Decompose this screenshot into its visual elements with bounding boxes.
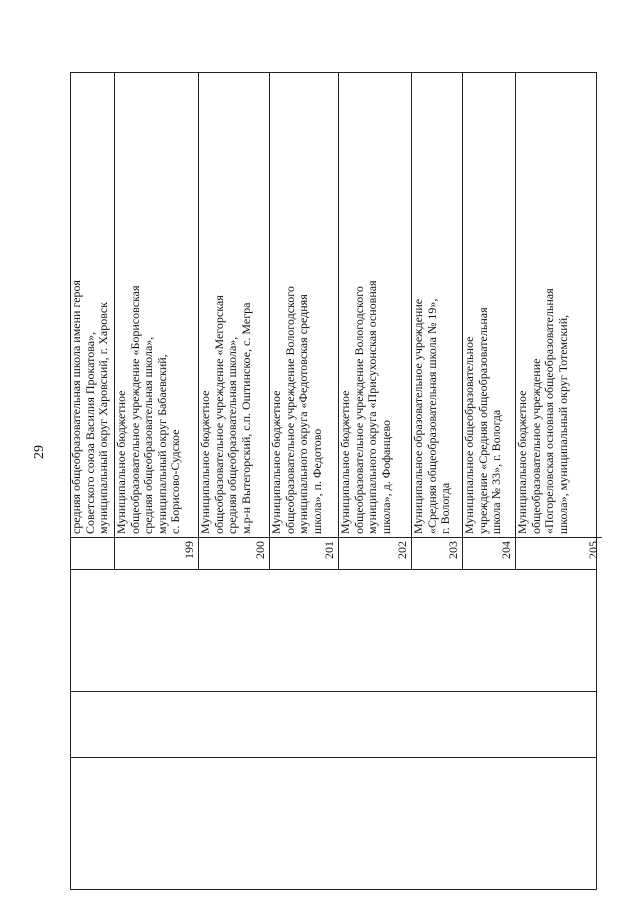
- column-divider: [516, 537, 602, 538]
- table-row: [70, 72, 115, 570]
- text-line: Муниципальное бюджетное: [269, 390, 283, 534]
- text-line: школа», муниципальный округ Тотемский,: [555, 314, 570, 534]
- institution-text: [463, 76, 504, 534]
- text-line: средняя общеобразовательная школа имени героя: [69, 280, 83, 534]
- institution-text: [412, 76, 453, 534]
- text-line: школа № 33», г. Вологда: [489, 409, 503, 534]
- institutions-table: [70, 72, 602, 570]
- row-number: 203: [446, 541, 460, 559]
- text-line: общеобразовательное учреждение: [528, 358, 543, 534]
- institution-text: [115, 76, 183, 534]
- text-line: «Погореловская основная общеобразовательная: [542, 288, 556, 534]
- column-divider: [412, 537, 462, 538]
- text-line: муниципальный округ Харовский, г. Харовск: [96, 302, 110, 534]
- column-divider: [339, 537, 411, 538]
- text-line: Муниципальное образовательное учреждение: [411, 298, 425, 534]
- table-row: [412, 72, 463, 570]
- text-line: учреждение «Средняя общеобразовательная: [475, 307, 490, 534]
- row-number: [70, 538, 114, 570]
- text-line: «Средняя общеобразовательная школа № 19»,: [424, 298, 439, 534]
- text-line: общеобразовательное учреждение «Мегорская: [211, 295, 226, 534]
- text-line: с. Борисово-Судское: [168, 429, 182, 534]
- text-line: Муниципальное бюджетное: [198, 390, 212, 534]
- text-line: м.р-н Вытегорский, с.п. Оштинское, с. Мегра: [238, 302, 253, 534]
- text-line: средняя общеобразовательная школа»,: [141, 336, 155, 534]
- column-divider: [199, 537, 269, 538]
- row-number: 200: [253, 541, 267, 559]
- institution-text: [70, 76, 111, 534]
- row-number: 204: [499, 541, 513, 559]
- text-line: Муниципальное бюджетное: [338, 390, 352, 534]
- institution-text: [199, 76, 253, 534]
- text-line: г. Вологда: [438, 482, 452, 534]
- rotated-page: [69, 72, 600, 890]
- text-line: общеобразовательное учреждение «Борисовская: [127, 285, 142, 534]
- page-number: 29: [32, 445, 47, 459]
- institution-text: [270, 76, 324, 534]
- table-row: [463, 72, 516, 570]
- row-number: 199: [182, 541, 196, 559]
- column-divider: [70, 537, 114, 538]
- column-divider: [463, 537, 515, 538]
- text-line: общеобразовательное учреждение Вологодского: [351, 286, 366, 534]
- text-line: муниципального округа «Присухонская основная: [365, 280, 379, 534]
- text-line: Муниципальное общеобразовательное: [462, 336, 476, 534]
- column-divider: [270, 537, 338, 538]
- text-line: Муниципальное бюджетное: [515, 390, 529, 534]
- row-number: 201: [322, 541, 336, 559]
- text-line: муниципального округа «Федотовская средняя: [296, 294, 310, 534]
- text-line: Советского союза Василия Прокатова»,: [82, 331, 97, 534]
- row-number: 205: [586, 541, 600, 559]
- table-row: [339, 72, 412, 570]
- table-row: [199, 72, 270, 570]
- table-row: [516, 72, 602, 570]
- text-line: школа», д. Фофанцево: [378, 419, 393, 534]
- institution-text: [516, 76, 570, 534]
- table-row: [115, 72, 199, 570]
- column-divider: [70, 757, 597, 758]
- text-line: муниципальный округ Бабаевский,: [154, 354, 169, 534]
- column-divider: [115, 537, 198, 538]
- text-line: средняя общеобразовательная школа»,: [225, 336, 239, 534]
- column-divider: [70, 691, 597, 692]
- text-line: общеобразовательное учреждение Вологодского: [282, 286, 297, 534]
- text-line: школа», п. Федотово: [309, 428, 324, 534]
- table-row: [270, 72, 339, 570]
- row-number: 202: [395, 541, 409, 559]
- institution-text: [339, 76, 393, 534]
- text-line: Муниципальное бюджетное: [114, 390, 128, 534]
